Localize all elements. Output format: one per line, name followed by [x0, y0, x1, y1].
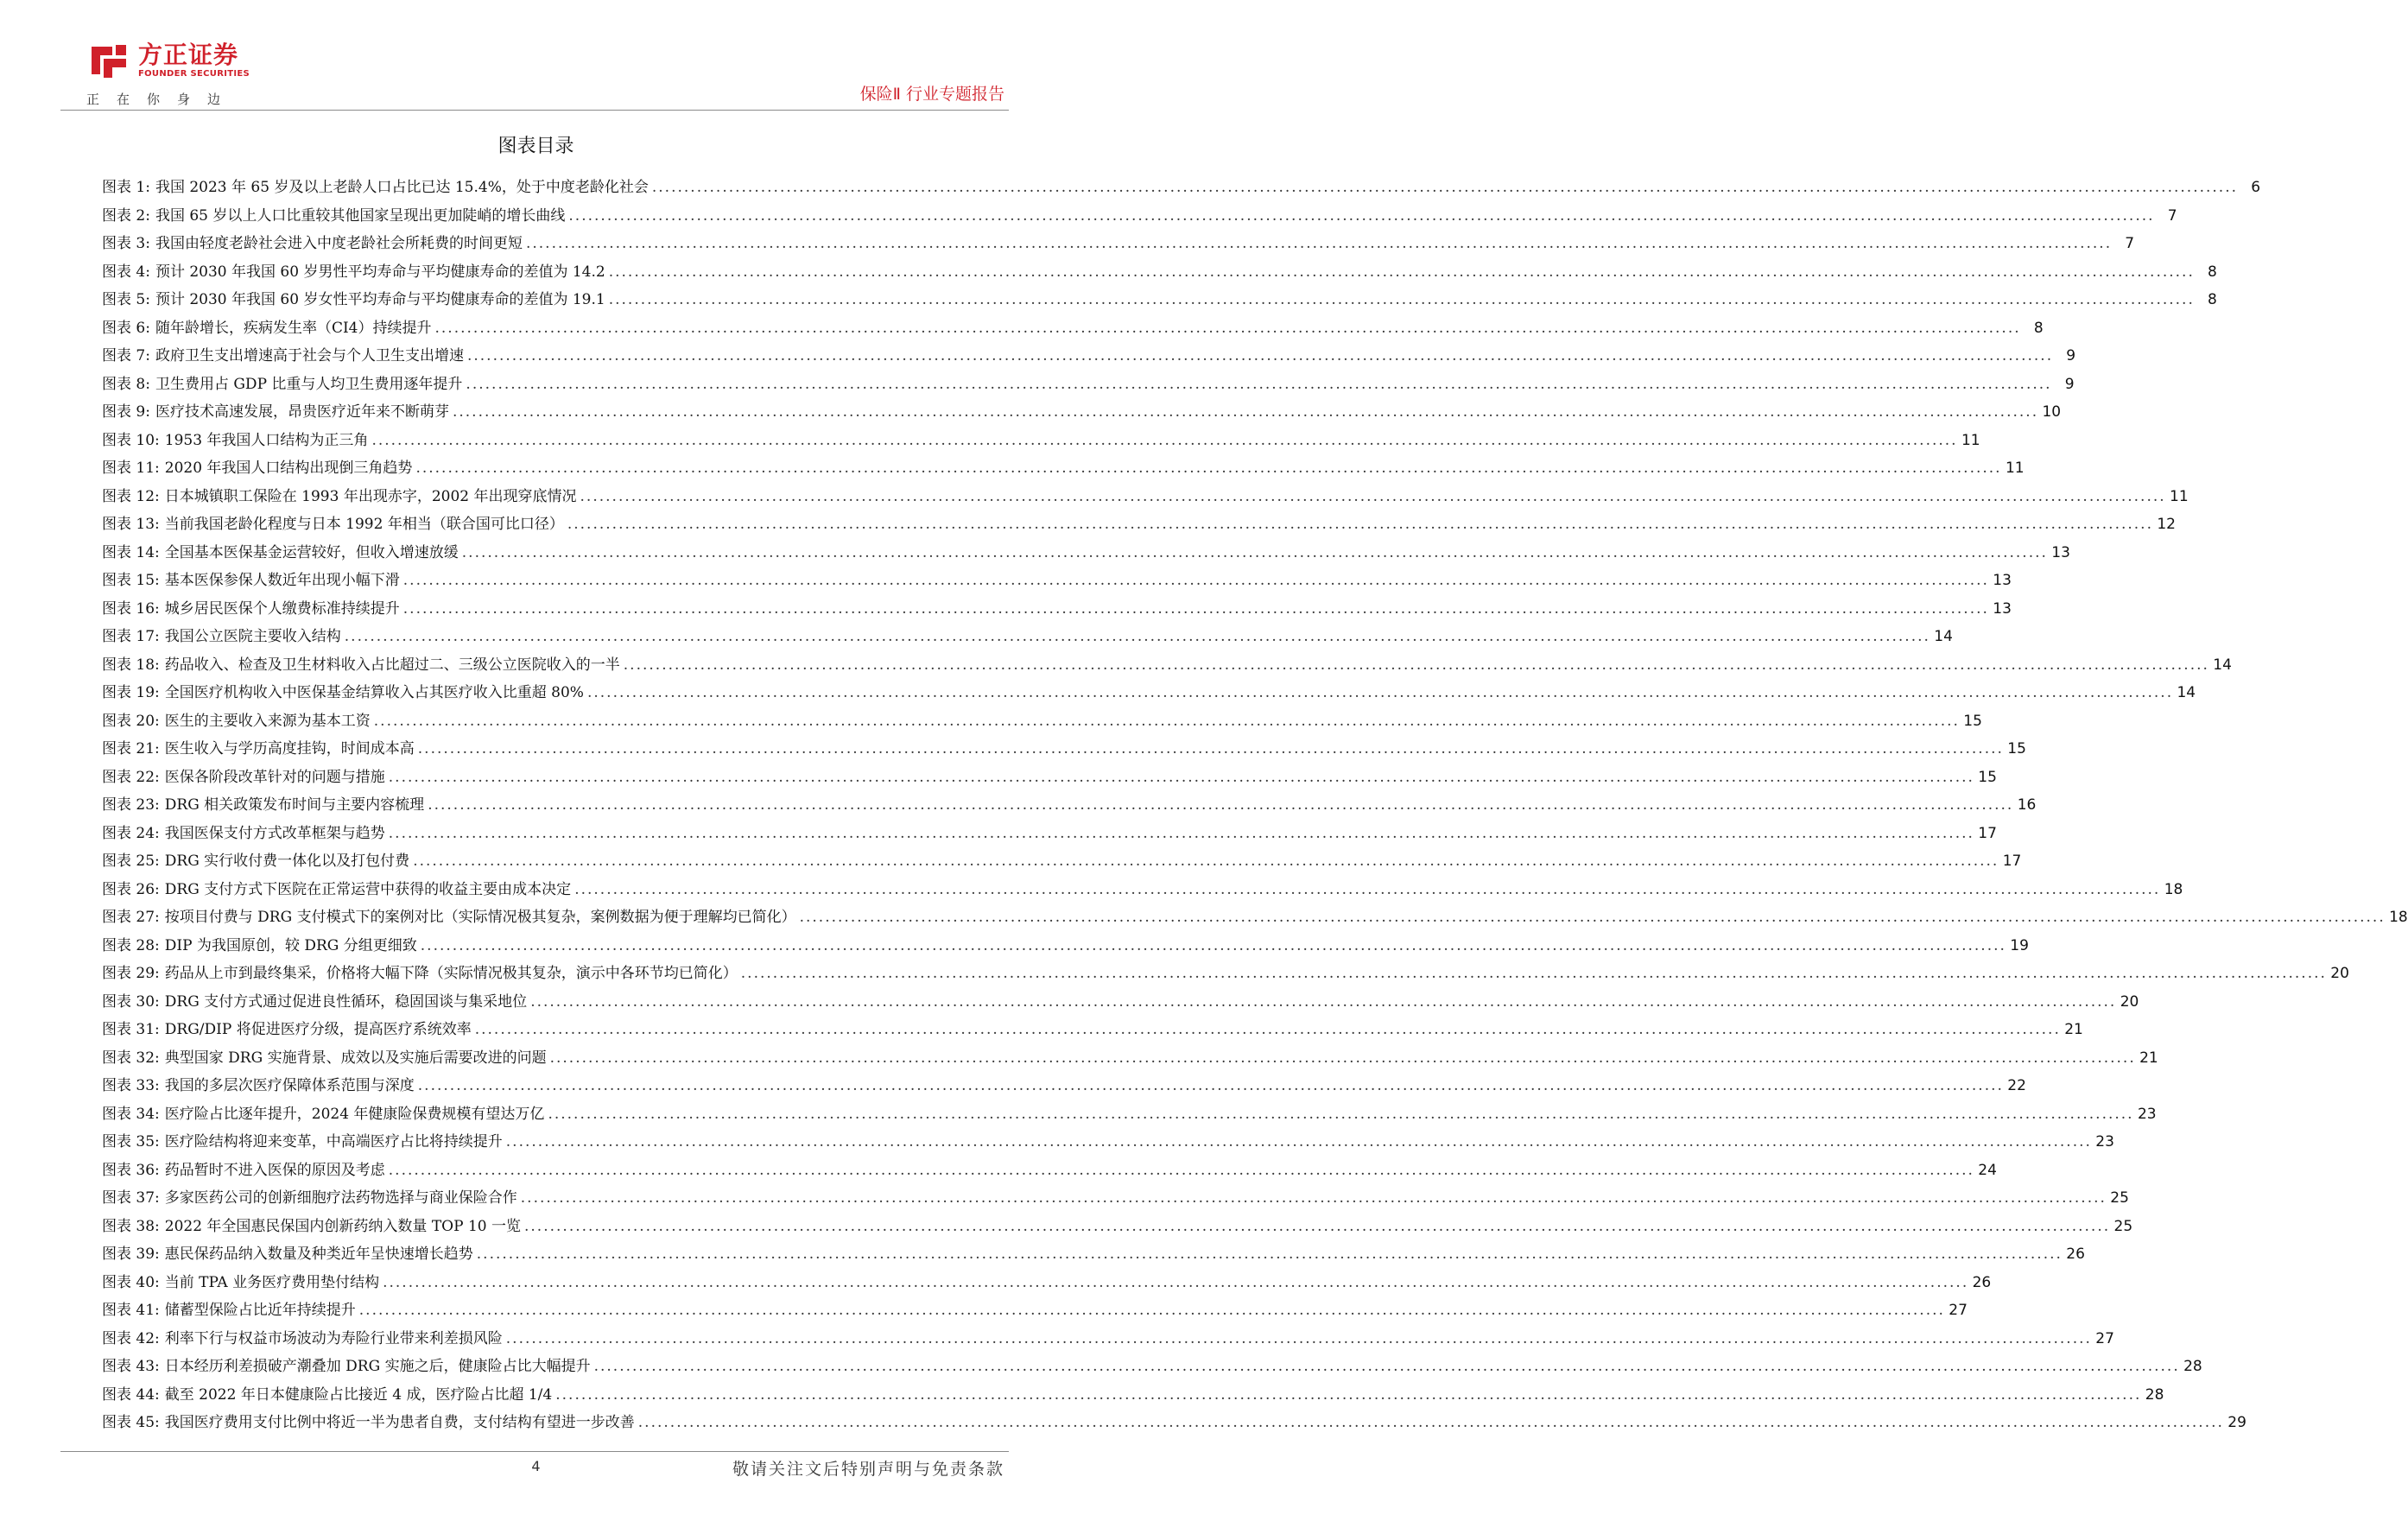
toc-entry-leader	[415, 460, 2001, 477]
toc-entry[interactable]	[102, 1326, 2114, 1354]
toc-entry-text: 储蓄型保险占比近年持续提升	[164, 1302, 356, 1319]
toc-entry-label: 图表 16:	[102, 599, 160, 618]
toc-entry[interactable]	[102, 174, 2261, 203]
toc-entry-label: 图表 32:	[102, 1049, 160, 1067]
toc-entry-leader	[477, 1246, 2063, 1263]
toc-entry-leader	[530, 993, 2116, 1011]
toc-entry[interactable]	[102, 287, 2217, 315]
toc-entry-page: 20	[2330, 965, 2349, 982]
toc-entry-page: 21	[2064, 1021, 2083, 1038]
toc-entry-leader	[467, 347, 2053, 364]
toc-entry-leader	[345, 628, 1930, 645]
toc-entry[interactable]	[102, 540, 2070, 568]
toc-entry-page: 10	[2042, 403, 2062, 421]
toc-entry-text: 典型国家 DRG 实施背景、成效以及实施后需要改进的问题	[164, 1049, 547, 1067]
toc-entry[interactable]	[102, 1045, 2158, 1074]
toc-entry-text: 药品收入、检查及卫生材料收入占比超过二、三级公立医院收入的一半	[164, 656, 620, 674]
toc-entry-leader	[521, 1189, 2107, 1207]
toc-entry-label: 图表 23:	[102, 796, 160, 814]
toc-entry-label: 图表 44:	[102, 1385, 160, 1404]
toc-entry-text: 我国 65 岁以上人口比重较其他国家呈现出更加陡峭的增长曲线	[155, 206, 566, 225]
toc-entry-text: 我国由轻度老龄社会进入中度老龄社会所耗费的时间更短	[155, 235, 523, 252]
toc-entry[interactable]	[102, 428, 1980, 456]
toc-entry-page: 15	[1963, 712, 1982, 730]
toc-entry[interactable]	[102, 1129, 2114, 1157]
toc-entry-text: 2022 年全国惠民保国内创新药纳入数量 TOP 10 一览	[164, 1217, 521, 1235]
header-divider	[60, 110, 1009, 111]
toc-entry-label: 图表 38:	[102, 1217, 160, 1235]
toc-entry-label: 图表 10:	[102, 431, 160, 449]
toc-entry-label: 图表 20:	[102, 712, 160, 730]
toc-entry-leader	[580, 488, 2166, 505]
toc-entry-page: 24	[1978, 1161, 1997, 1179]
toc-entry[interactable]	[102, 1410, 2246, 1438]
toc-entry-label: 图表 6:	[102, 319, 150, 337]
brand-name-cn: 方正证券	[138, 41, 239, 69]
toc-entry-leader	[550, 1049, 2136, 1067]
toc-entry-leader	[371, 432, 1957, 449]
toc-entry-text: 多家医药公司的创新细胞疗法药物选择与商业保险合作	[164, 1189, 517, 1207]
toc-entry-label: 图表 12:	[102, 487, 160, 505]
toc-entry-leader	[555, 1386, 2141, 1404]
page-header	[0, 0, 1072, 112]
toc-entry[interactable]	[102, 821, 1997, 849]
toc-entry-label: 图表 17:	[102, 628, 160, 645]
toc-entry-text: 当前 TPA 业务医疗费用垫付结构	[164, 1273, 380, 1291]
toc-entry[interactable]	[102, 596, 2012, 624]
toc-entry-text: 基本医保参保人数近年出现小幅下滑	[164, 572, 400, 589]
toc-entry-page: 7	[2125, 235, 2135, 252]
toc-entry[interactable]	[102, 1270, 1992, 1298]
toc-entry-text: DIP 为我国原创，较 DRG 分组更细致	[164, 936, 417, 954]
toc-entry[interactable]	[102, 1157, 1997, 1186]
toc-entry-page: 17	[2002, 853, 2022, 870]
toc-entry-label: 图表 43:	[102, 1358, 160, 1375]
toc-entry[interactable]	[102, 567, 2012, 596]
toc-entry-text: 药品暂时不进入医保的原因及考虑	[164, 1161, 385, 1179]
toc-entry-text: 全国医疗机构收入中医保基金结算收入占其医疗收入比重超 80%	[164, 684, 584, 701]
toc-entry[interactable]	[102, 960, 2349, 989]
toc-entry-leader	[403, 572, 1989, 589]
toc-entry-page: 15	[1978, 768, 1997, 786]
toc-entry-page: 20	[2120, 992, 2139, 1011]
toc-entry-leader	[462, 544, 2048, 561]
toc-entry-leader	[652, 179, 2238, 196]
toc-entry-label: 图表 33:	[102, 1077, 160, 1094]
toc-entry-text: 日本城镇职工保险在 1993 年出现赤字，2002 年出现穿底情况	[164, 487, 577, 505]
toc-entry-label: 图表 39:	[102, 1246, 160, 1263]
toc-entry-label: 图表 36:	[102, 1161, 160, 1179]
toc-entry[interactable]	[102, 1185, 2129, 1214]
toc-entry-text: DRG 支付方式下医院在正常运营中获得的收益主要由成本决定	[164, 880, 572, 898]
toc-entry-label: 图表 15:	[102, 572, 160, 589]
toc-entry-page: 14	[2213, 656, 2232, 674]
toc-entry-label: 图表 24:	[102, 824, 160, 842]
toc-entry-label: 图表 21:	[102, 740, 160, 758]
toc-entry-page: 16	[2017, 796, 2037, 814]
toc-entry[interactable]	[102, 484, 2189, 512]
toc-entry[interactable]	[102, 1241, 2085, 1270]
toc-entry[interactable]	[102, 904, 2408, 933]
toc-entry-page: 26	[1972, 1273, 1992, 1291]
toc-entry-page: 29	[2227, 1414, 2246, 1431]
toc-entry-text: 截至 2022 年日本健康险占比接近 4 成，医疗险占比超 1/4	[164, 1385, 553, 1404]
toc-entry[interactable]	[102, 399, 2062, 428]
toc-entry[interactable]	[102, 1017, 2083, 1045]
toc-entry-text: 惠民保药品纳入数量及种类近年呈快速增长趋势	[164, 1246, 473, 1263]
toc-entry-leader	[418, 1077, 2004, 1094]
toc-entry-leader	[453, 403, 2038, 421]
toc-entry[interactable]	[102, 680, 2196, 708]
toc-entry-label: 图表 37:	[102, 1189, 160, 1207]
toc-entry-label: 图表 41:	[102, 1302, 160, 1319]
toc-entry-page: 21	[2139, 1049, 2158, 1067]
toc-entry[interactable]	[102, 624, 1953, 652]
toc-entry[interactable]	[102, 1101, 2157, 1130]
toc-entry[interactable]	[102, 708, 1982, 737]
toc-entry-label: 图表 18:	[102, 656, 160, 674]
toc-entry-label: 图表 19:	[102, 684, 160, 701]
toc-entry-leader	[428, 796, 2013, 814]
toc-entry-page: 25	[2113, 1217, 2133, 1235]
brand-name-en: FOUNDER SECURITIES	[138, 69, 250, 79]
toc-entry-text: 医生收入与学历高度挂钩，时间成本高	[164, 740, 415, 758]
toc-entry-page: 27	[2095, 1329, 2114, 1347]
toc-entry[interactable]	[102, 933, 2029, 961]
toc-entry-leader	[574, 881, 2160, 898]
toc-entry-leader	[524, 1218, 2110, 1235]
toc-entry[interactable]	[102, 989, 2139, 1017]
toc-entry-page: 9	[2066, 347, 2076, 364]
toc-entry-leader	[568, 207, 2154, 225]
toc-entry-text: 预计 2030 年我国 60 岁女性平均寿命与平均健康寿命的差值为 19.1	[155, 291, 605, 308]
page-number: 4	[531, 1458, 541, 1474]
toc-entry-page: 23	[2137, 1105, 2157, 1123]
toc-entry-text: 我国医保支付方式改革框架与趋势	[164, 824, 385, 842]
toc-entry-text: 医疗险结构将迎来变革，中高端医疗占比将持续提升	[164, 1133, 503, 1151]
toc-entry-label: 图表 14:	[102, 543, 160, 561]
toc-entry-leader	[389, 825, 1974, 842]
toc-entry-text: DRG 支付方式通过促进良性循环，稳固国谈与集采地位	[164, 992, 528, 1011]
toc-entry-leader	[609, 291, 2195, 308]
toc-entry-leader	[435, 320, 2021, 337]
toc-entry[interactable]	[102, 511, 2176, 540]
toc-entry-page: 8	[2208, 263, 2217, 281]
toc-entry-page: 25	[2110, 1189, 2129, 1207]
toc-entry-leader	[413, 853, 1999, 870]
toc-entry-label: 图表 3:	[102, 235, 150, 252]
toc-entry-text: 医生的主要收入来源为基本工资	[164, 712, 371, 730]
toc-entry[interactable]	[102, 343, 2076, 371]
toc-entry-text: 医保各阶段改革针对的问题与措施	[164, 768, 385, 786]
toc-entry-leader	[359, 1302, 1945, 1319]
toc-entry[interactable]	[102, 1353, 2202, 1382]
founder-logo-icon	[86, 38, 131, 83]
toc-entry-text: 我国的多层次医疗保障体系范围与深度	[164, 1077, 415, 1094]
toc-entry-text: 预计 2030 年我国 60 岁男性平均寿命与平均健康寿命的差值为 14.2	[155, 263, 605, 281]
toc-entry-page: 23	[2095, 1133, 2114, 1151]
toc-entry-text: 城乡居民医保个人缴费标准持续提升	[164, 599, 400, 618]
toc-entry[interactable]	[102, 1073, 2026, 1101]
toc-entry-text: 随年龄增长，疾病发生率（CI4）持续提升	[155, 319, 432, 337]
toc-entry[interactable]	[102, 231, 2135, 259]
report-type: 保险Ⅱ 行业专题报告	[859, 85, 1004, 104]
toc-entry-text: 当前我国老龄化程度与日本 1992 年相当（联合国可比口径）	[164, 516, 564, 533]
toc-entry-label: 图表 8:	[102, 375, 150, 393]
toc-entry-text: 我国公立医院主要收入结构	[164, 628, 341, 645]
toc-entry-page: 12	[2157, 516, 2176, 533]
toc-entry-page: 22	[2007, 1077, 2026, 1094]
toc-entry-leader	[638, 1414, 2224, 1431]
toc-entry-leader	[421, 937, 2006, 954]
toc-entry[interactable]	[102, 736, 2026, 764]
toc-entry-label: 图表 9:	[102, 403, 150, 421]
toc-entry-text: 日本经历利差损破产潮叠加 DRG 实施之后，健康险占比大幅提升	[164, 1358, 591, 1375]
toc-entry-label: 图表 29:	[102, 965, 160, 982]
toc-entry-leader	[403, 600, 1989, 618]
toc-entry-text: 按项目付费与 DRG 支付模式下的案例对比（实际情况极其复杂，案例数据为便于理解均已简化）	[164, 909, 796, 926]
toc-entry-page: 11	[1961, 431, 1980, 449]
toc-entry-label: 图表 1:	[102, 179, 150, 196]
toc-entry-text: 利率下行与权益市场波动为寿险行业带来利差损风险	[164, 1329, 503, 1347]
toc-entry-page: 26	[2066, 1246, 2085, 1263]
toc-entry-leader	[587, 684, 2173, 701]
toc-entry-page: 8	[2033, 319, 2044, 337]
toc-entry-leader	[594, 1358, 2180, 1375]
toc-entry[interactable]	[102, 203, 2177, 231]
toc-entry[interactable]	[102, 259, 2217, 288]
toc-entry-label: 图表 22:	[102, 768, 160, 786]
footer-divider	[60, 1451, 1009, 1452]
toc-entry-text: 全国基本医保基金运营较好，但收入增速放缓	[164, 543, 459, 561]
toc-entry-text: DRG/DIP 将促进医疗分级，提高医疗系统效率	[164, 1021, 472, 1038]
toc-entry-label: 图表 35:	[102, 1133, 160, 1151]
toc-entry-label: 图表 2:	[102, 206, 150, 225]
toc-entry-label: 图表 28:	[102, 936, 160, 954]
toc-entry[interactable]	[102, 1297, 1968, 1326]
toc-entry-page: 28	[2183, 1358, 2202, 1375]
toc-entry-leader	[418, 740, 2004, 758]
toc-entry-page: 28	[2145, 1385, 2164, 1404]
toc-entry-leader	[475, 1021, 2061, 1038]
toc-entry-text: 政府卫生支出增速高于社会与个人卫生支出增速	[155, 347, 464, 364]
toc-entry-page: 11	[2005, 460, 2025, 477]
toc-entry-leader	[624, 656, 2209, 674]
toc-entry-leader	[548, 1106, 2133, 1123]
brand-slogan: 正在你身边	[86, 92, 238, 107]
toc-entry[interactable]	[102, 1214, 2133, 1242]
toc-entry-label: 图表 45:	[102, 1414, 160, 1431]
toc-entry-text: DRG 实行收付费一体化以及打包付费	[164, 853, 410, 870]
toc-entry-label: 图表 34:	[102, 1105, 160, 1123]
toc-entry[interactable]	[102, 764, 1997, 793]
toc-entry[interactable]	[102, 652, 2232, 681]
toc-entry-page: 18	[2389, 909, 2408, 926]
toc-entry-label: 图表 7:	[102, 347, 150, 364]
toc-entry-label: 图表 11:	[102, 460, 160, 477]
toc-entry-label: 图表 4:	[102, 263, 150, 281]
toc-entry[interactable]	[102, 848, 2022, 877]
toc-entry-page: 14	[1934, 628, 1953, 645]
toc-entry-page: 13	[2051, 543, 2070, 561]
toc-entry-label: 图表 26:	[102, 880, 160, 898]
toc-entry-label: 图表 42:	[102, 1329, 160, 1347]
toc-entry[interactable]	[102, 1382, 2164, 1410]
toc-entry-page: 14	[2177, 684, 2196, 701]
toc-entry-page: 13	[1993, 599, 2012, 618]
toc-entry-page: 17	[1978, 824, 1997, 842]
toc-entry-label: 图表 5:	[102, 291, 150, 308]
toc-entry-text: 我国 2023 年 65 岁及以上老龄人口占比已达 15.4%，处于中度老龄化社会	[155, 179, 649, 196]
toc-entry-label: 图表 25:	[102, 853, 160, 870]
toc-entry-label: 图表 40:	[102, 1273, 160, 1291]
toc-entry-label: 图表 27:	[102, 909, 160, 926]
toc-entry-page: 7	[2167, 206, 2177, 225]
toc-entry-leader	[506, 1330, 2092, 1347]
toc-entry-page: 27	[1949, 1302, 1968, 1319]
toc-entry-leader	[374, 713, 1960, 730]
toc-entry-label: 图表 31:	[102, 1021, 160, 1038]
toc-entry-text: 医疗技术高速发展，昂贵医疗近年来不断萌芽	[155, 403, 449, 421]
toc-entry-text: 我国医疗费用支付比例中将近一半为患者自费，支付结构有望进一步改善	[164, 1414, 635, 1431]
toc-entry-page: 13	[1993, 572, 2012, 589]
toc-entry[interactable]	[102, 877, 2183, 905]
toc-entry-page: 9	[2064, 375, 2075, 393]
disclaimer-link[interactable]: 敬请关注文后特别声明与免责条款	[732, 1460, 1004, 1479]
toc-entry-leader	[389, 769, 1974, 786]
toc-entry[interactable]	[102, 371, 2075, 400]
toc-entry-label: 图表 30:	[102, 992, 160, 1011]
toc-entry[interactable]	[102, 315, 2044, 344]
toc-entry-leader	[526, 235, 2112, 252]
toc-entry-leader	[567, 516, 2153, 533]
toc-entry-leader	[466, 376, 2051, 393]
toc-entry-page: 15	[2007, 740, 2026, 758]
toc-entry-leader	[800, 909, 2386, 926]
toc-entry-text: 医疗险占比逐年提升，2024 年健康险保费规模有望达万亿	[164, 1105, 545, 1123]
toc-entry-text: 1953 年我国人口结构为正三角	[164, 431, 369, 449]
toc-entry-leader	[383, 1274, 1968, 1291]
toc-entry[interactable]	[102, 455, 2025, 484]
toc-entry-page: 11	[2170, 487, 2189, 505]
toc-title: 图表目录	[497, 136, 574, 157]
toc-entry-text: 2020 年我国人口结构出现倒三角趋势	[164, 460, 413, 477]
toc-entry-text: DRG 相关政策发布时间与主要内容梳理	[164, 796, 425, 814]
toc-entry-page: 8	[2208, 291, 2217, 308]
toc-entry[interactable]	[102, 792, 2037, 821]
toc-entry-label: 图表 13:	[102, 516, 160, 533]
toc-entry-page: 6	[2251, 179, 2261, 196]
toc-entry-leader	[389, 1162, 1974, 1179]
toc-entry-text: 药品从上市到最终集采，价格将大幅下降（实际情况极其复杂，演示中各环节均已简化）	[164, 965, 738, 982]
toc-entry-leader	[741, 965, 2327, 982]
toc-entry-text: 卫生费用占 GDP 比重与人均卫生费用逐年提升	[155, 375, 463, 393]
toc-entry-page: 19	[2010, 936, 2029, 954]
toc-list	[102, 174, 2408, 1438]
toc-entry-leader	[609, 263, 2195, 281]
toc-entry-page: 18	[2164, 880, 2183, 898]
toc-entry-leader	[506, 1133, 2092, 1151]
